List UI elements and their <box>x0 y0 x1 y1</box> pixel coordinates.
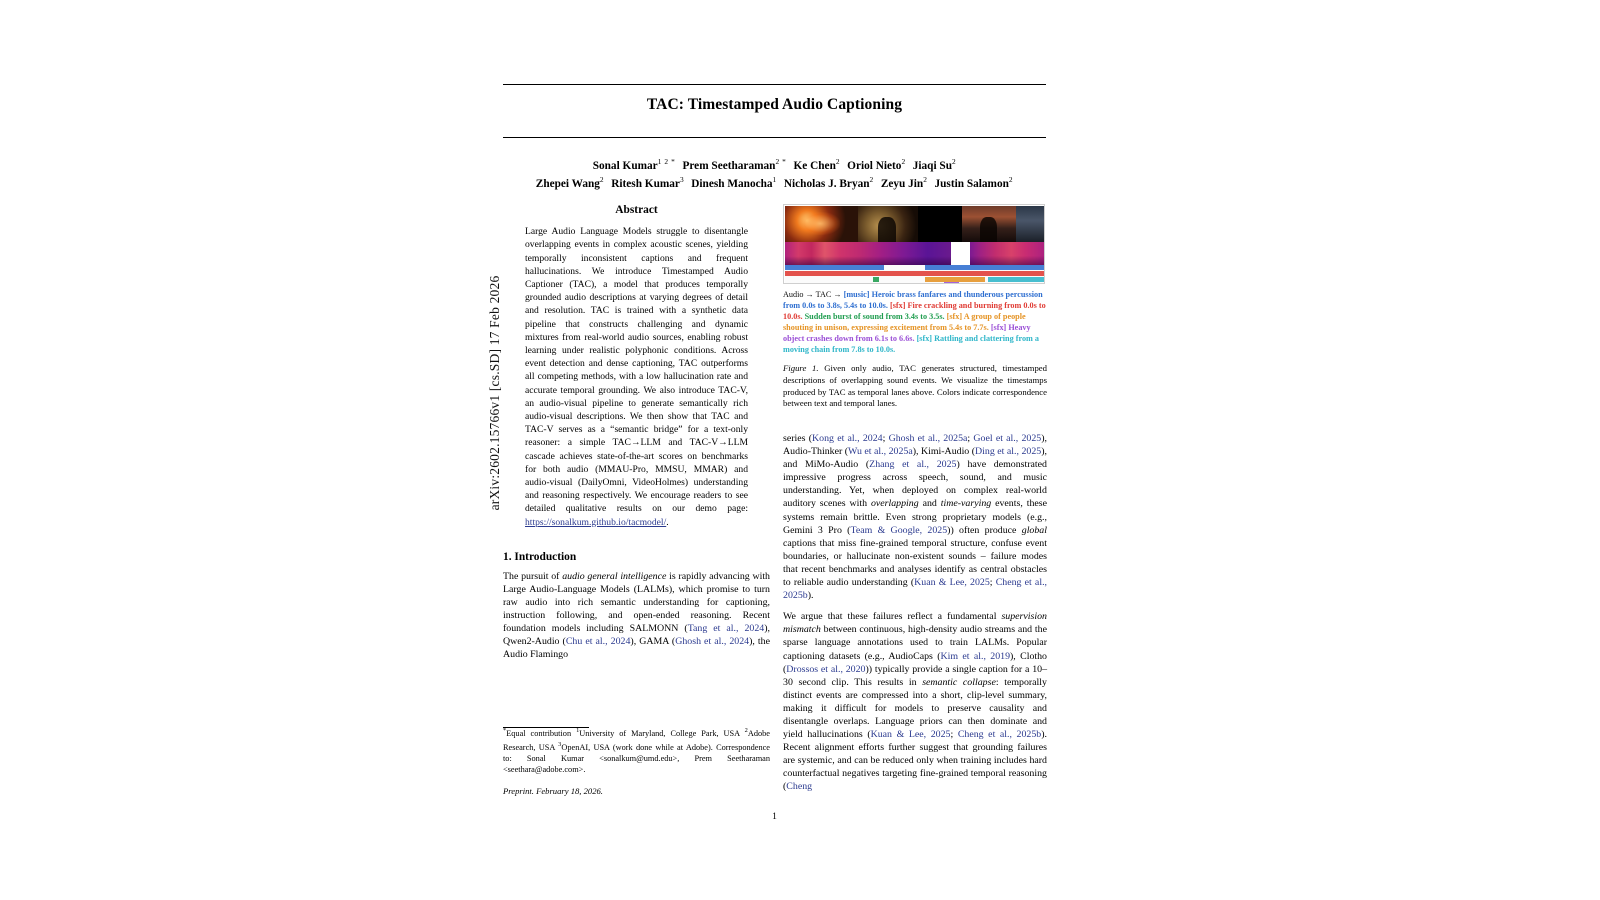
citation-kuan-lee[interactable]: Kuan & Lee, 2025 <box>914 577 990 589</box>
caption-segment-fire: [sfx] Fire crackling and burning from 0.0s to 10.0s. <box>783 300 1046 321</box>
citation-ding[interactable]: Ding et al., 2025 <box>975 446 1042 458</box>
right-paragraph-2: We argue that these failures reflect a fundamental supervision mismatch between continuous, high-density audio streams and the sparse language annotations used to train LALMs. Popular captioning datasets (e.g., AudioCaps (Kim et al., 2019), Clotho (Drossos et al., 2020)) typically provide a single caption for a 10–30 second clip. This results in semantic collapse: temporally distinct events are compressed into a short, clip-level summary, making it difficult for models to preserve causality and disentangle overlaps. Language priors can then dominate and yield hallucinations (Kuan & Lee, 2025; Cheng et al., 2025b). Recent alignment efforts further suggest that grounding failures are systemic, and can be reduced only when training includes hard counterfactual negatives targeting fine-grained temporal reasoning (Cheng <box>783 611 1048 793</box>
author: Nicholas J. Bryan$^2$ <box>783 175 874 190</box>
citation-wu[interactable]: Wu et al., 2025a <box>848 446 913 458</box>
author-line-1 <box>503 155 1046 173</box>
spectrogram <box>785 242 1045 265</box>
citation-ghosh-2025a[interactable]: Ghosh et al., 2025a <box>888 433 968 444</box>
caption-segment-music: [music] Heroic brass fanfares and thunderous percussion from 0.0s to 3.8s, 5.4s to 10.0s. <box>783 290 1043 310</box>
caption-segment-heavy: [sfx] Heavy object crashes down from 6.1s to 6.6s. <box>783 322 1031 343</box>
citation-cheng-trailing[interactable]: Cheng <box>786 781 813 793</box>
citation-drossos[interactable]: Drossos et al., 2020 <box>786 663 866 675</box>
citation-kuan-lee-2[interactable]: Kuan & Lee, 2025 <box>870 729 951 741</box>
citation-zhang[interactable]: Zhang et al., 2025 <box>869 459 957 471</box>
citation-team-google[interactable]: Team & Google, 2025 <box>850 524 948 536</box>
section-heading-introduction: 1. Introduction <box>503 550 577 563</box>
figure-1 <box>783 204 1047 410</box>
lane-sudden-lane <box>873 277 878 282</box>
author: Dinesh Manocha$^1$ <box>691 175 777 190</box>
right-column <box>783 432 1047 794</box>
figure-caption: Figure 1. Given only audio, TAC generates structured, timestamped descriptions of overlapping sound events. We visualize the timestamps produced by TAC as temporal lanes above. Colors indicate correspondence between text and temporal lanes. <box>783 363 1047 409</box>
caption-segment-shout: [sfx] A group of people shouting in unison, expressing excitement from 5.4s to 7.7s. <box>783 311 1026 332</box>
author: Oriol Nieto$^2$ <box>847 157 906 172</box>
author-line-2 <box>503 173 1046 191</box>
author: Ke Chen$^2$ <box>793 157 841 172</box>
footnote: *Equal contribution $^1$University of Maryland, College Park, USA $^2$Adobe Research, USA $^3$OpenAI, USA (work done while at Adobe). Correspondence to: Sonal Kumar <sonalkum@umd.edu>, Prem Seetharaman <seethara@adobe.com>. <box>503 727 770 775</box>
lane-music-lane-a <box>785 265 884 270</box>
figure-label: Figure 1. <box>783 363 819 374</box>
figure-colored-caption <box>783 290 1047 355</box>
citation-chu[interactable]: Chu et al., 2024 <box>565 636 631 648</box>
preprint-line: Preprint. February 18, 2026. <box>503 786 603 796</box>
caption-prefix: Audio → TAC → <box>783 290 844 299</box>
video-filmstrip <box>785 206 1045 242</box>
film-frame-explosion <box>785 206 858 242</box>
caption-segment-sudden: Sudden burst of sound from 3.4s to 3.5s. <box>804 311 945 321</box>
author: Prem Seetharaman$^{2 *}$ <box>682 157 787 172</box>
right-paragraph-1: series (Kong et al., 2024; Ghosh et al., 2025a; Goel et al., 2025), Audio-Thinker (Wu et al., 2025a), Kimi-Audio (Ding et al., 2025), and MiMo-Audio (Zhang et al., 2025) have demonstrated impressive progress across speech, sound, and music understanding. Yet, when deployed on complex real-world auditory scenes with overlapping and time-varying events, these systems remain brittle. Even strong proprietary models (e.g., Gemini 3 Pro (Team & Google, 2025)) often produce global captions that miss fine-grained temporal structure, confuse event boundaries, or hallucinate non-existent sounds – failure modes that recent benchmarks and analyses identify as central obstacles to reliable audio understanding (Kuan & Lee, 2025; Cheng et al., 2025b). <box>783 433 1048 602</box>
lane-rattle-lane <box>988 277 1045 282</box>
film-frame-edge <box>1016 206 1045 242</box>
abstract-body: Large Audio Language Models struggle to disentangle overlapping events in complex acoustic scenes, yielding temporally inconsistent captions and frequent hallucinations. We introduce Timestamped Audio Captioner (TAC), a model that produces temporally grounded audio descriptions at varying degrees of detail and resolution. TAC is trained with a synthetic data pipeline that constructs challenging and dynamic mixtures from real-world audio sources, enabling robust learning under realistic polyphonic conditions. Across event detection and dense captioning, TAC outperforms all competing methods, with a low hallucination rate and accurate temporal grounding. We also introduce TAC-V, an audio-visual pipeline to generate semantically rich audio-visual descriptions. We then show that TAC and TAC-V serves as a “semantic bridge” for a text-only reasoner: a simple TAC→LLM and TAC-V→LLM cascade achieves state-of-the-art scores on benchmarks for both audio (MMAU-Pro, MMSU, MMAR) and audio-visual (DailyOmni, VideoHolmes) understanding and reasoning respectively. We encourage readers to see detailed qualitative results on our demo page: https://sonalkum.github.io/tacmodel/. <box>525 226 748 528</box>
citation-ghosh-2024[interactable]: Ghosh et al., 2024 <box>675 636 750 648</box>
intro-paragraph-1: The pursuit of audio general intelligence is rapidly advancing with Large Audio-Language Models (LALMs), which promise to turn raw audio into rich semantic understanding for captioning, instruction following, and open-ended reasoning. Recent foundation models including SALMONN (Tang et al., 2024), Qwen2-Audio (Chu et al., 2024), GAMA (Ghosh et al., 2024), the Audio Flamingo <box>503 570 771 661</box>
spectrogram-gap <box>951 242 969 265</box>
film-frame-figures <box>962 206 1017 242</box>
lane-music-lane-b <box>925 265 1045 270</box>
film-frame-creature <box>858 206 918 242</box>
author: Ritesh Kumar$^3$ <box>611 175 685 190</box>
citation-cheng-2025b[interactable]: Cheng et al., 2025b <box>783 577 1048 602</box>
demo-page-link[interactable]: https://sonalkum.github.io/tacmodel/ <box>525 516 667 528</box>
author: Justin Salamon$^2$ <box>934 175 1014 190</box>
citation-tang[interactable]: Tang et al., 2024 <box>687 623 765 635</box>
title-rule-bottom <box>503 137 1046 138</box>
author-list <box>503 155 1046 191</box>
spectrogram-segment-b <box>970 242 1045 265</box>
citation-cheng-2025b-2[interactable]: Cheng et al., 2025b <box>957 729 1042 741</box>
citation-kim[interactable]: Kim et al., 2019 <box>940 650 1011 662</box>
abstract-heading: Abstract <box>615 204 658 216</box>
citation-goel[interactable]: Goel et al., 2025 <box>973 433 1042 444</box>
author: Zeyu Jin$^2$ <box>880 175 928 190</box>
temporal-lanes <box>785 265 1045 284</box>
lane-fire-lane <box>785 271 1045 276</box>
lane-heavy-lane <box>944 282 960 284</box>
title-rule-top <box>503 84 1046 85</box>
arxiv-stamp: arXiv:2602.15766v1 [cs.SD] 17 Feb 2026 <box>487 275 502 511</box>
page-title: TAC: Timestamped Audio Captioning <box>646 96 903 113</box>
paper-sheet <box>443 0 1105 900</box>
caption-segment-rattle: [sfx] Rattling and clattering from a moving chain from 7.8s to 10.0s. <box>783 333 1039 354</box>
author: Zhepei Wang$^2$ <box>535 175 605 190</box>
author: Sonal Kumar$^{1 2 *}$ <box>592 157 676 172</box>
left-column <box>503 204 770 662</box>
author: Jiaqi Su$^2$ <box>912 157 957 172</box>
page-number: 1 <box>772 812 777 822</box>
citation-kong[interactable]: Kong et al., 2024 <box>812 433 883 444</box>
figure-image <box>783 204 1045 284</box>
spectrogram-segment-a <box>785 242 951 265</box>
film-frame-black <box>918 206 962 242</box>
